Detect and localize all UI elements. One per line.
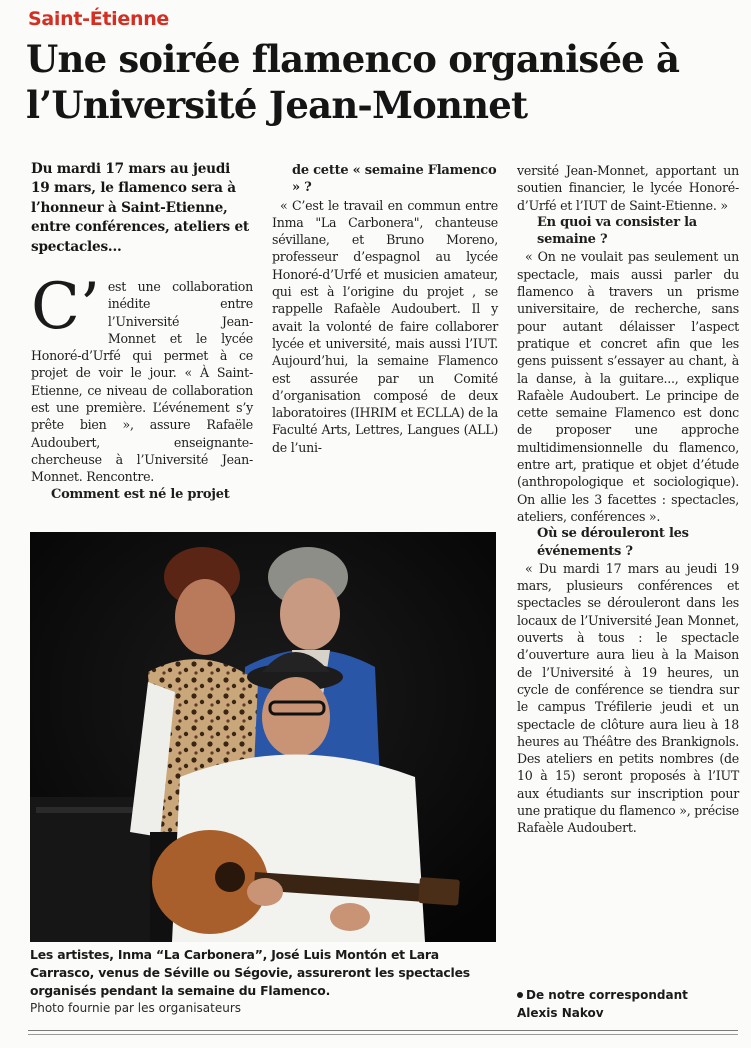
- article-headline: Une soirée flamenco organisée à l’Université Jean-Monnet: [26, 37, 680, 127]
- paragraph-program: « On ne voulait pas seulement un spectacle, mais aussi parler du flamenco à travers un prisme universitaire, de recherche, sans pour autant délaisser l’aspect pratique et concret afin que les gens puissent s’essayer au chant, à la danse, à la guitare..., explique Rafaèle Audoubert. Le principe de cette semaine Flamenco est donc de proposer une approche multidimensionnelle du flamenco, entre art, pratique et objet d’étude (anthropologique et sociologique). On allie les 3 facettes : spectacles, ateliers, conférences ».: [517, 249, 739, 524]
- question-heading-3: Où se dérouleront les événements ?: [537, 526, 689, 559]
- byline-role: De notre correspondant: [526, 988, 688, 1002]
- question-heading-1: Comment est né le projet: [51, 486, 230, 502]
- paragraph-origin: « C’est le travail en commun entre Inma "La Carbonera", chanteuse sévillane, et Bruno Moreno, professeur d’espagnol au lycée Honoré-d’Urfé et musicien amateur, qui est à l’origine du projet , se rappelle Rafaèle Audoubert. Il y avait la volonté de faire collaborer lycée et université, mais aussi l’IUT. Aujourd’hui, la semaine Flamenco est assurée par un Comité d’organisation composé de deux laboratoires (IHRIM et ECLLA) de la Faculté Arts, Lettres, Langues (ALL) de l’uni-: [272, 197, 498, 455]
- drop-cap: C’: [31, 270, 100, 344]
- paragraph-intro: est une collaboration inédite entre l’Université Jean-Monnet et le lycée Honoré-d’Urfé qui permet à ce projet de voir le jour. « À Saint-Etienne, ce niveau de collaboration est une première. L’événement s’y prête bien », assure Rafaële Audoubert, enseignante-chercheuse à l’Université Jean-Monnet. Rencontre.: [31, 279, 253, 485]
- byline-author: Alexis Nakov: [517, 1006, 604, 1020]
- paragraph-events: « Du mardi 17 mars au jeudi 19 mars, plusieurs conférences et spectacles se dérouleront dans les locaux de l’Université Jean Monnet, ouverts à tous : le spectacle d’ouverture aura lieu à la Maison de l’Université à 19 heures, un cycle de conférence se tiendra sur le campus Tréfilerie jeudi et un spectacle de clôture aura lieu à 18 heures au Théâtre des Brankignols. Des ateliers en petits nombres (de 10 à 15) seront proposés à l’IUT aux étudiants sur inscription pour une pratique du flamenco », précise Rafaèle Audoubert.: [517, 560, 739, 836]
- section-kicker: Saint-Étienne: [28, 8, 170, 30]
- column-3: [517, 162, 739, 837]
- artists-illustration: [30, 532, 496, 942]
- bottom-rule-2: [28, 1034, 738, 1035]
- bottom-rule: [28, 1030, 738, 1031]
- bullet-icon: [517, 992, 523, 998]
- column-2: [272, 162, 498, 456]
- column-1: [31, 270, 253, 503]
- article-photo: [30, 532, 496, 942]
- question-heading-1-end: de cette « semaine Flamenco » ?: [292, 163, 497, 196]
- photo-caption: Les artistes, Inma “La Carbonera”, José Luis Montón et Lara Carrasco, venus de Séville ou Ségovie, assureront les spectacles organisés pendant la semaine du Flamenco.: [30, 947, 470, 998]
- photo-credit: Photo fournie par les organisateurs: [30, 1001, 242, 1015]
- question-heading-2: En quoi va consister la semaine ?: [537, 214, 697, 248]
- article-lead: Du mardi 17 mars au jeudi 19 mars, le flamenco sera à l’honneur à Saint-Etienne, entre conférences, ateliers et spectacles...: [31, 161, 250, 255]
- paragraph-origin-end: versité Jean-Monnet, apportant un soutien financier, le lycée Honoré-d’Urfé et l’IUT de Saint-Etienne. »: [517, 163, 739, 213]
- byline: [517, 986, 739, 1022]
